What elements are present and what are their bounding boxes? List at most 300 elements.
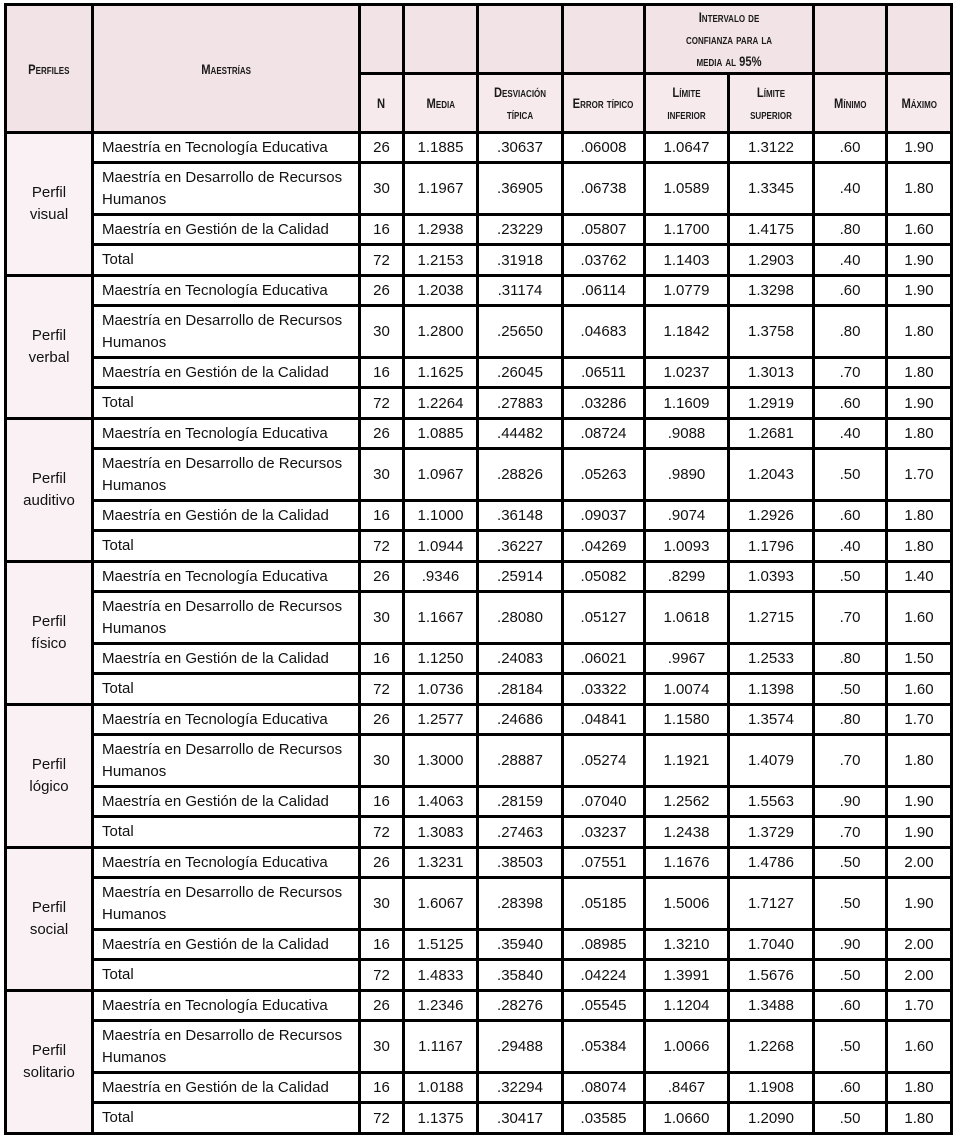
table-row	[6, 215, 952, 245]
table-row	[6, 419, 952, 449]
cell-minimo: .70	[814, 817, 887, 848]
table-row	[6, 674, 952, 705]
table-row	[6, 817, 952, 848]
cell-n: 30	[360, 449, 404, 501]
cell-error-tipico: .05185	[563, 878, 645, 930]
cell-limite-inferior: 1.0647	[645, 133, 729, 163]
cell-limite-inferior: .8467	[645, 1073, 729, 1103]
cell-limite-inferior: 1.1204	[645, 991, 729, 1021]
cell-limite-inferior: 1.0074	[645, 674, 729, 705]
cell-minimo: .60	[814, 388, 887, 419]
cell-limite-inferior: 1.5006	[645, 878, 729, 930]
cell-limite-inferior: 1.1580	[645, 705, 729, 735]
cell-maximo: 1.80	[887, 1073, 952, 1103]
cell-n: 26	[360, 133, 404, 163]
maestria-label: Maestría en Desarrollo de Recursos Humanos	[93, 878, 360, 930]
cell-limite-inferior: 1.1700	[645, 215, 729, 245]
cell-desviacion-tipica: .31174	[478, 276, 563, 306]
cell-desviacion-tipica: .28159	[478, 787, 563, 817]
cell-limite-superior: 1.2715	[729, 592, 814, 644]
cell-limite-superior: 1.7127	[729, 878, 814, 930]
maestria-label: Maestría en Tecnología Educativa	[93, 276, 360, 306]
header-blank	[404, 5, 478, 74]
cell-desviacion-tipica: .28398	[478, 878, 563, 930]
header-blank	[887, 5, 952, 74]
cell-minimo: .90	[814, 787, 887, 817]
table-row	[6, 1021, 952, 1073]
cell-maximo: 1.90	[887, 276, 952, 306]
table-row	[6, 1073, 952, 1103]
cell-media: 1.2938	[404, 215, 478, 245]
cell-media: 1.3083	[404, 817, 478, 848]
perfil-label: Perfil lógico	[6, 705, 93, 848]
table-row	[6, 735, 952, 787]
cell-maximo: 1.90	[887, 245, 952, 276]
cell-minimo: .50	[814, 1103, 887, 1134]
cell-limite-superior: 1.7040	[729, 930, 814, 960]
cell-n: 72	[360, 960, 404, 991]
cell-minimo: .70	[814, 592, 887, 644]
cell-maximo: 1.70	[887, 449, 952, 501]
cell-n: 26	[360, 991, 404, 1021]
cell-error-tipico: .05082	[563, 562, 645, 592]
header-intervalo: Intervalo de confianza para la media al 95%	[645, 5, 814, 74]
cell-limite-inferior: .9088	[645, 419, 729, 449]
cell-maximo: 1.90	[887, 817, 952, 848]
cell-n: 26	[360, 276, 404, 306]
maestria-label: Maestría en Gestión de la Calidad	[93, 215, 360, 245]
cell-media: 1.2346	[404, 991, 478, 1021]
cell-media: .9346	[404, 562, 478, 592]
cell-desviacion-tipica: .35840	[478, 960, 563, 991]
cell-n: 16	[360, 787, 404, 817]
table-row	[6, 592, 952, 644]
cell-media: 1.0944	[404, 531, 478, 562]
cell-error-tipico: .07551	[563, 848, 645, 878]
cell-limite-superior: 1.2268	[729, 1021, 814, 1073]
cell-error-tipico: .03585	[563, 1103, 645, 1134]
cell-media: 1.2264	[404, 388, 478, 419]
cell-media: 1.1250	[404, 644, 478, 674]
cell-minimo: .50	[814, 1021, 887, 1073]
maestria-label: Maestría en Tecnología Educativa	[93, 419, 360, 449]
cell-error-tipico: .08724	[563, 419, 645, 449]
cell-limite-inferior: 1.0660	[645, 1103, 729, 1134]
cell-maximo: 1.40	[887, 562, 952, 592]
table-row	[6, 501, 952, 531]
cell-minimo: .50	[814, 449, 887, 501]
maestria-label: Maestría en Tecnología Educativa	[93, 133, 360, 163]
cell-error-tipico: .05127	[563, 592, 645, 644]
cell-error-tipico: .06511	[563, 358, 645, 388]
cell-desviacion-tipica: .28887	[478, 735, 563, 787]
cell-error-tipico: .06021	[563, 644, 645, 674]
cell-n: 72	[360, 1103, 404, 1134]
cell-n: 72	[360, 388, 404, 419]
cell-error-tipico: .05263	[563, 449, 645, 501]
cell-n: 26	[360, 562, 404, 592]
cell-limite-inferior: 1.0093	[645, 531, 729, 562]
table-row	[6, 306, 952, 358]
cell-minimo: .40	[814, 531, 887, 562]
cell-desviacion-tipica: .24686	[478, 705, 563, 735]
cell-desviacion-tipica: .38503	[478, 848, 563, 878]
cell-error-tipico: .04224	[563, 960, 645, 991]
cell-limite-superior: 1.1398	[729, 674, 814, 705]
cell-desviacion-tipica: .25914	[478, 562, 563, 592]
cell-media: 1.2577	[404, 705, 478, 735]
cell-limite-superior: 1.5676	[729, 960, 814, 991]
cell-media: 1.4833	[404, 960, 478, 991]
cell-limite-inferior: 1.0066	[645, 1021, 729, 1073]
cell-maximo: 1.80	[887, 163, 952, 215]
maestria-label: Total	[93, 388, 360, 419]
cell-maximo: 1.70	[887, 705, 952, 735]
cell-n: 30	[360, 1021, 404, 1073]
cell-limite-superior: 1.1908	[729, 1073, 814, 1103]
cell-maximo: 1.80	[887, 358, 952, 388]
maestria-label: Maestría en Gestión de la Calidad	[93, 787, 360, 817]
header-limite-inferior: Límite inferior	[645, 74, 729, 133]
maestria-label: Maestría en Desarrollo de Recursos Humanos	[93, 449, 360, 501]
cell-desviacion-tipica: .24083	[478, 644, 563, 674]
cell-minimo: .90	[814, 930, 887, 960]
cell-limite-superior: 1.5563	[729, 787, 814, 817]
maestria-label: Maestría en Desarrollo de Recursos Humanos	[93, 1021, 360, 1073]
cell-n: 72	[360, 817, 404, 848]
header-limite-superior: Límite superior	[729, 74, 814, 133]
cell-desviacion-tipica: .28184	[478, 674, 563, 705]
cell-media: 1.6067	[404, 878, 478, 930]
cell-minimo: .70	[814, 735, 887, 787]
cell-desviacion-tipica: .23229	[478, 215, 563, 245]
table-row	[6, 705, 952, 735]
cell-minimo: .80	[814, 705, 887, 735]
cell-desviacion-tipica: .29488	[478, 1021, 563, 1073]
cell-maximo: 2.00	[887, 848, 952, 878]
cell-limite-inferior: 1.0237	[645, 358, 729, 388]
cell-n: 30	[360, 735, 404, 787]
cell-limite-superior: 1.3729	[729, 817, 814, 848]
cell-desviacion-tipica: .36148	[478, 501, 563, 531]
cell-n: 72	[360, 531, 404, 562]
maestria-label: Total	[93, 960, 360, 991]
header-maestrias: Maestrías	[93, 5, 360, 133]
maestria-label: Maestría en Gestión de la Calidad	[93, 1073, 360, 1103]
cell-limite-inferior: 1.1676	[645, 848, 729, 878]
cell-minimo: .80	[814, 215, 887, 245]
cell-maximo: 1.90	[887, 787, 952, 817]
cell-limite-inferior: 1.3210	[645, 930, 729, 960]
cell-desviacion-tipica: .28080	[478, 592, 563, 644]
cell-limite-superior: 1.2043	[729, 449, 814, 501]
maestria-label: Maestría en Desarrollo de Recursos Humanos	[93, 735, 360, 787]
cell-minimo: .60	[814, 501, 887, 531]
cell-limite-superior: 1.2681	[729, 419, 814, 449]
maestria-label: Maestría en Tecnología Educativa	[93, 562, 360, 592]
cell-minimo: .80	[814, 306, 887, 358]
cell-limite-inferior: .9890	[645, 449, 729, 501]
cell-error-tipico: .05545	[563, 991, 645, 1021]
maestria-label: Maestría en Tecnología Educativa	[93, 991, 360, 1021]
cell-desviacion-tipica: .36227	[478, 531, 563, 562]
cell-error-tipico: .03286	[563, 388, 645, 419]
cell-maximo: 1.80	[887, 735, 952, 787]
cell-n: 16	[360, 930, 404, 960]
cell-error-tipico: .04841	[563, 705, 645, 735]
perfil-label: Perfil solitario	[6, 991, 93, 1134]
cell-minimo: .60	[814, 991, 887, 1021]
cell-maximo: 1.60	[887, 1021, 952, 1073]
cell-limite-superior: 1.3488	[729, 991, 814, 1021]
header-minimo: Mínimo	[814, 74, 887, 133]
maestria-label: Maestría en Tecnología Educativa	[93, 705, 360, 735]
cell-limite-superior: 1.3758	[729, 306, 814, 358]
statistics-table	[4, 3, 953, 1135]
maestria-label: Total	[93, 1103, 360, 1134]
header-error-tipico: Error típico	[563, 74, 645, 133]
cell-desviacion-tipica: .28826	[478, 449, 563, 501]
header-blank	[563, 5, 645, 74]
cell-minimo: .60	[814, 276, 887, 306]
table-row	[6, 644, 952, 674]
cell-error-tipico: .06008	[563, 133, 645, 163]
cell-error-tipico: .06114	[563, 276, 645, 306]
cell-limite-superior: 1.2903	[729, 245, 814, 276]
cell-n: 26	[360, 419, 404, 449]
cell-limite-inferior: 1.1921	[645, 735, 729, 787]
cell-n: 16	[360, 644, 404, 674]
cell-maximo: 1.80	[887, 1103, 952, 1134]
cell-limite-superior: 1.3013	[729, 358, 814, 388]
cell-error-tipico: .05274	[563, 735, 645, 787]
cell-n: 16	[360, 1073, 404, 1103]
maestria-label: Maestría en Gestión de la Calidad	[93, 644, 360, 674]
cell-desviacion-tipica: .25650	[478, 306, 563, 358]
cell-maximo: 1.80	[887, 531, 952, 562]
cell-media: 1.1167	[404, 1021, 478, 1073]
cell-desviacion-tipica: .32294	[478, 1073, 563, 1103]
cell-media: 1.0188	[404, 1073, 478, 1103]
cell-media: 1.2800	[404, 306, 478, 358]
cell-maximo: 1.90	[887, 388, 952, 419]
cell-limite-inferior: 1.2562	[645, 787, 729, 817]
cell-media: 1.4063	[404, 787, 478, 817]
maestria-label: Total	[93, 674, 360, 705]
cell-error-tipico: .06738	[563, 163, 645, 215]
cell-maximo: 2.00	[887, 930, 952, 960]
table-row	[6, 358, 952, 388]
cell-limite-superior: 1.3122	[729, 133, 814, 163]
cell-limite-superior: 1.4175	[729, 215, 814, 245]
cell-error-tipico: .05807	[563, 215, 645, 245]
cell-media: 1.1667	[404, 592, 478, 644]
table-row	[6, 787, 952, 817]
cell-minimo: .80	[814, 644, 887, 674]
cell-limite-superior: 1.4079	[729, 735, 814, 787]
cell-error-tipico: .09037	[563, 501, 645, 531]
cell-n: 72	[360, 674, 404, 705]
header-blank	[814, 5, 887, 74]
cell-media: 1.5125	[404, 930, 478, 960]
cell-media: 1.3231	[404, 848, 478, 878]
cell-n: 26	[360, 705, 404, 735]
cell-maximo: 1.90	[887, 878, 952, 930]
cell-desviacion-tipica: .36905	[478, 163, 563, 215]
cell-media: 1.0967	[404, 449, 478, 501]
cell-limite-inferior: 1.0779	[645, 276, 729, 306]
cell-minimo: .50	[814, 878, 887, 930]
cell-n: 30	[360, 163, 404, 215]
cell-maximo: 1.80	[887, 306, 952, 358]
cell-maximo: 1.90	[887, 133, 952, 163]
cell-minimo: .60	[814, 1073, 887, 1103]
cell-limite-superior: 1.0393	[729, 562, 814, 592]
cell-desviacion-tipica: .28276	[478, 991, 563, 1021]
maestria-label: Maestría en Desarrollo de Recursos Humanos	[93, 592, 360, 644]
cell-limite-superior: 1.4786	[729, 848, 814, 878]
cell-limite-inferior: 1.3991	[645, 960, 729, 991]
table-row	[6, 388, 952, 419]
cell-minimo: .40	[814, 419, 887, 449]
cell-error-tipico: .04269	[563, 531, 645, 562]
cell-n: 30	[360, 878, 404, 930]
header-desviacion-tipica: Desviación típica	[478, 74, 563, 133]
maestria-label: Maestría en Gestión de la Calidad	[93, 930, 360, 960]
cell-limite-superior: 1.2926	[729, 501, 814, 531]
cell-n: 30	[360, 592, 404, 644]
table-row	[6, 531, 952, 562]
cell-limite-inferior: .9074	[645, 501, 729, 531]
cell-minimo: .50	[814, 848, 887, 878]
cell-limite-inferior: 1.1403	[645, 245, 729, 276]
cell-desviacion-tipica: .44482	[478, 419, 563, 449]
cell-minimo: .50	[814, 562, 887, 592]
cell-media: 1.1625	[404, 358, 478, 388]
cell-media: 1.1967	[404, 163, 478, 215]
cell-media: 1.0736	[404, 674, 478, 705]
cell-maximo: 1.60	[887, 592, 952, 644]
header-media: Media	[404, 74, 478, 133]
perfil-label: Perfil social	[6, 848, 93, 991]
cell-n: 26	[360, 848, 404, 878]
cell-limite-inferior: 1.1609	[645, 388, 729, 419]
cell-limite-superior: 1.3345	[729, 163, 814, 215]
cell-limite-superior: 1.1796	[729, 531, 814, 562]
cell-media: 1.1375	[404, 1103, 478, 1134]
perfil-label: Perfil físico	[6, 562, 93, 705]
cell-minimo: .40	[814, 245, 887, 276]
cell-error-tipico: .03762	[563, 245, 645, 276]
cell-minimo: .50	[814, 674, 887, 705]
cell-limite-inferior: .8299	[645, 562, 729, 592]
cell-desviacion-tipica: .35940	[478, 930, 563, 960]
cell-n: 16	[360, 215, 404, 245]
maestria-label: Total	[93, 817, 360, 848]
cell-error-tipico: .04683	[563, 306, 645, 358]
cell-error-tipico: .08074	[563, 1073, 645, 1103]
maestria-label: Maestría en Gestión de la Calidad	[93, 358, 360, 388]
cell-minimo: .70	[814, 358, 887, 388]
cell-limite-inferior: 1.0618	[645, 592, 729, 644]
cell-error-tipico: .05384	[563, 1021, 645, 1073]
table-row	[6, 449, 952, 501]
header-maximo: Máximo	[887, 74, 952, 133]
maestria-label: Maestría en Tecnología Educativa	[93, 848, 360, 878]
table-row	[6, 960, 952, 991]
maestria-label: Maestría en Gestión de la Calidad	[93, 501, 360, 531]
cell-maximo: 2.00	[887, 960, 952, 991]
cell-n: 30	[360, 306, 404, 358]
table-row	[6, 848, 952, 878]
perfil-label: Perfil verbal	[6, 276, 93, 419]
cell-limite-inferior: .9967	[645, 644, 729, 674]
maestria-label: Total	[93, 245, 360, 276]
cell-limite-inferior: 1.1842	[645, 306, 729, 358]
cell-desviacion-tipica: .30417	[478, 1103, 563, 1134]
header-n: N	[360, 74, 404, 133]
cell-limite-superior: 1.2533	[729, 644, 814, 674]
cell-error-tipico: .03237	[563, 817, 645, 848]
cell-error-tipico: .08985	[563, 930, 645, 960]
maestria-label: Maestría en Desarrollo de Recursos Humanos	[93, 163, 360, 215]
cell-desviacion-tipica: .27883	[478, 388, 563, 419]
cell-desviacion-tipica: .31918	[478, 245, 563, 276]
table-row	[6, 133, 952, 163]
cell-media: 1.1885	[404, 133, 478, 163]
table-row	[6, 562, 952, 592]
table-row	[6, 930, 952, 960]
maestria-label: Maestría en Desarrollo de Recursos Humanos	[93, 306, 360, 358]
table-row	[6, 878, 952, 930]
cell-n: 16	[360, 501, 404, 531]
perfil-label: Perfil visual	[6, 133, 93, 276]
table-row	[6, 276, 952, 306]
cell-error-tipico: .07040	[563, 787, 645, 817]
header-blank	[478, 5, 563, 74]
table-row	[6, 991, 952, 1021]
cell-maximo: 1.80	[887, 501, 952, 531]
cell-desviacion-tipica: .26045	[478, 358, 563, 388]
perfil-label: Perfil auditivo	[6, 419, 93, 562]
cell-media: 1.0885	[404, 419, 478, 449]
cell-media: 1.2038	[404, 276, 478, 306]
cell-media: 1.2153	[404, 245, 478, 276]
cell-limite-inferior: 1.2438	[645, 817, 729, 848]
cell-maximo: 1.50	[887, 644, 952, 674]
cell-maximo: 1.80	[887, 419, 952, 449]
table-row	[6, 1103, 952, 1134]
cell-limite-superior: 1.3574	[729, 705, 814, 735]
cell-n: 72	[360, 245, 404, 276]
cell-error-tipico: .03322	[563, 674, 645, 705]
table-row	[6, 163, 952, 215]
cell-desviacion-tipica: .27463	[478, 817, 563, 848]
header-blank	[360, 5, 404, 74]
cell-minimo: .40	[814, 163, 887, 215]
cell-limite-superior: 1.2919	[729, 388, 814, 419]
cell-media: 1.1000	[404, 501, 478, 531]
cell-limite-superior: 1.3298	[729, 276, 814, 306]
cell-maximo: 1.60	[887, 674, 952, 705]
maestria-label: Total	[93, 531, 360, 562]
cell-minimo: .50	[814, 960, 887, 991]
cell-limite-inferior: 1.0589	[645, 163, 729, 215]
cell-maximo: 1.60	[887, 215, 952, 245]
table-row	[6, 245, 952, 276]
header-perfiles: Perfiles	[6, 5, 93, 133]
cell-desviacion-tipica: .30637	[478, 133, 563, 163]
